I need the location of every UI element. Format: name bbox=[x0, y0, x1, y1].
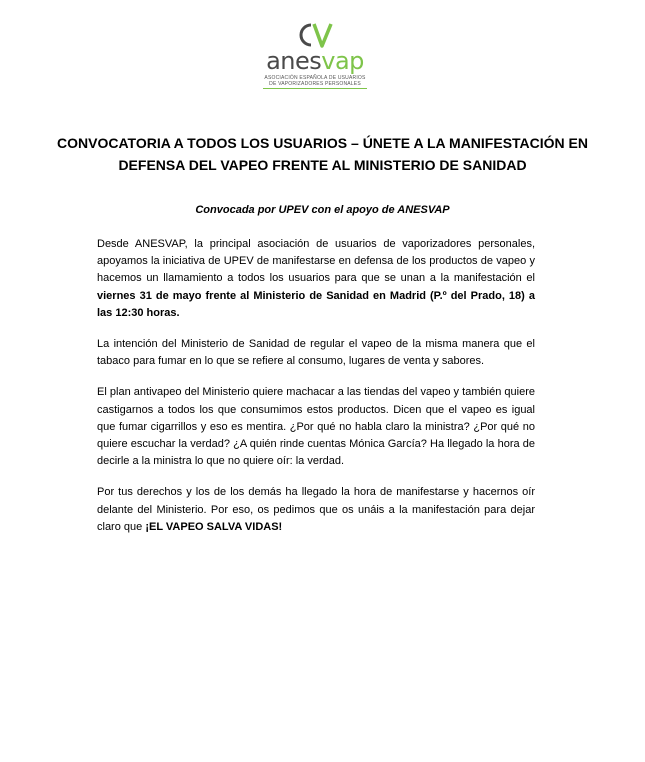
logo-subtitle: ASOCIACIÓN ESPAÑOLA DE USUARIOS DE VAPORIZADORES PERSONALES bbox=[264, 75, 366, 87]
logo-cv-mark-icon bbox=[297, 22, 333, 48]
paragraph-4: Por tus derechos y los de los demás ha llegado la hora de manifestarse y hacernos oír delante del Ministerio. Por eso, os pedimos que os unáis a la manifestación para dejar claro que ¡EL VAPEO SALVA VIDAS! bbox=[97, 486, 535, 533]
logo-divider bbox=[263, 88, 367, 89]
paragraph-1: Desde ANESVAP, la principal asociación de usuarios de vaporizadores personales, apoyamos la iniciativa de UPEV de manifestarse en defensa de los productos de vapeo y hacemos un llamamiento a todos los usuarios para que se unan a la manifestación el viernes 31 de mayo frente al Ministerio de Sanidad en Madrid (P.º del Prado, 18) a las 12:30 horas. bbox=[97, 238, 535, 319]
page-title: CONVOCATORIA A TODOS LOS USUARIOS – ÚNETE A LA MANIFESTACIÓN EN DEFENSA DEL VAPEO FRENTE AL MINISTERIO DE SANIDAD bbox=[57, 135, 588, 173]
page-subtitle: Convocada por UPEV con el apoyo de ANESVAP bbox=[195, 204, 450, 216]
paragraph-3: El plan antivapeo del Ministerio quiere machacar a las tiendas del vapeo y también quiere castigarnos a todos los que consumimos estos productos. Dicen que el vapeo es igual que fumar cigarrillos y eso es mentira. ¿Por qué no habla claro la ministra? ¿Por qué no quiere escuchar la verdad? ¿A quién rinde cuentas Mónica García? Ha llegado la hora de decirle a la ministra lo que no quiere oír: la verdad. bbox=[97, 386, 535, 468]
document-body bbox=[97, 236, 535, 550]
logo-wordmark: anesvap bbox=[266, 47, 364, 75]
paragraph-2: La intención del Ministerio de Sanidad de regular el vapeo de la misma manera que el tabaco para fumar en lo que se refiere al consumo, lugares de venta y sabores. bbox=[97, 338, 535, 368]
anesvap-logo bbox=[255, 22, 375, 92]
